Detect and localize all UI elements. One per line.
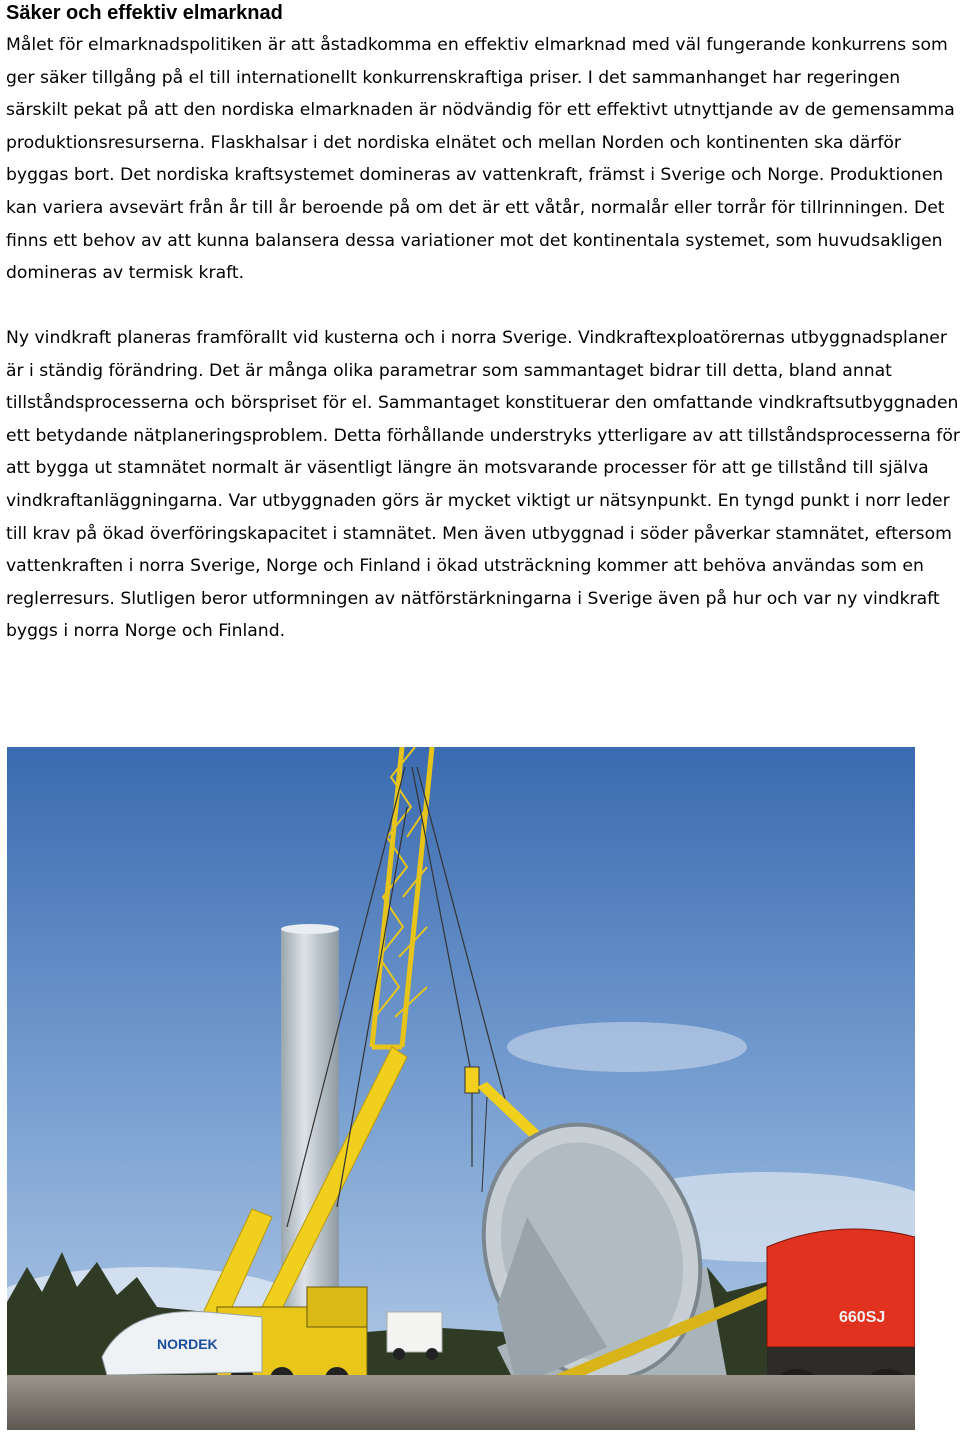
nacelle-brand-label: NORDEK xyxy=(157,1336,218,1352)
tower-top xyxy=(281,924,339,934)
crane-hook-block xyxy=(465,1067,479,1093)
paragraph: Ny vindkraft planeras framförallt vid kusterna och i norra Sverige. Vindkraftexploatörernas utbyggnadsplaner är i ständig förändring. Det är många olika parametrar som sammantaget bidrar till detta, bland annat tillståndsprocesserna och börspriset för el. Sammantaget konstituerar den omfattande vindkraftsutbyggnaden ett betydande nätplaneringsproblem. Detta förhållande understryks ytterligare av att tillståndsprocesserna för att bygga ut stamnätet normalt är väsentligt längre än motsvarande processer för att ge tillstånd till själva vindkraftanläggningarna. Var utbyggnaden görs är mycket viktigt ur nätsynpunkt. En tyngd punkt i norr leder till krav på ökad överföringskapacitet i stamnätet. Men även utbyggnad i söder påverkar stamnätet, eftersom vattenkraften i norra Sverige, Norge och Finland i ökad utsträckning kommer att behöva användas som en reglerresurs. Slutligen beror utformningen av nätförstärkningarna i Sverige även på hur och var ny vindkraft byggs i norra Norge och Finland. xyxy=(6,328,960,642)
crane-cab xyxy=(307,1287,367,1327)
document-heading: Säker och effektiv elmarknad xyxy=(6,2,283,24)
wind-turbine-construction-photo xyxy=(7,747,915,1430)
cloud xyxy=(507,1022,747,1072)
service-van xyxy=(387,1312,442,1352)
paragraph: Målet för elmarknadspolitiken är att åstadkomma en effektiv elmarknad med väl fungerande konkurrens som ger säker tillgång på el till internationellt konkurrenskraftiga priser. I det sammanhanget har regeringen särskilt pekat på att den nordiska elmarknaden är nödvändig för ett effektivt utnyttjande av de gemensamma produktionsresurserna. Flaskhalsar i det nordiska elnätet och mellan Norden och kontinenten ska därför byggas bort. Det nordiska kraftsystemet domineras av vattenkraft, främst i Sverige och Norge. Produktionen kan variera avsevärt från år till år beroende på om det är ett våtår, normalår eller torrår för tillrinningen. Det finns ett behov av att kunna balansera dessa variationer mot det kontinentala systemet, som huvudsakligen domineras av termisk kraft. xyxy=(6,35,955,284)
lift-model-label: 660SJ xyxy=(839,1309,886,1326)
ground xyxy=(7,1375,915,1430)
